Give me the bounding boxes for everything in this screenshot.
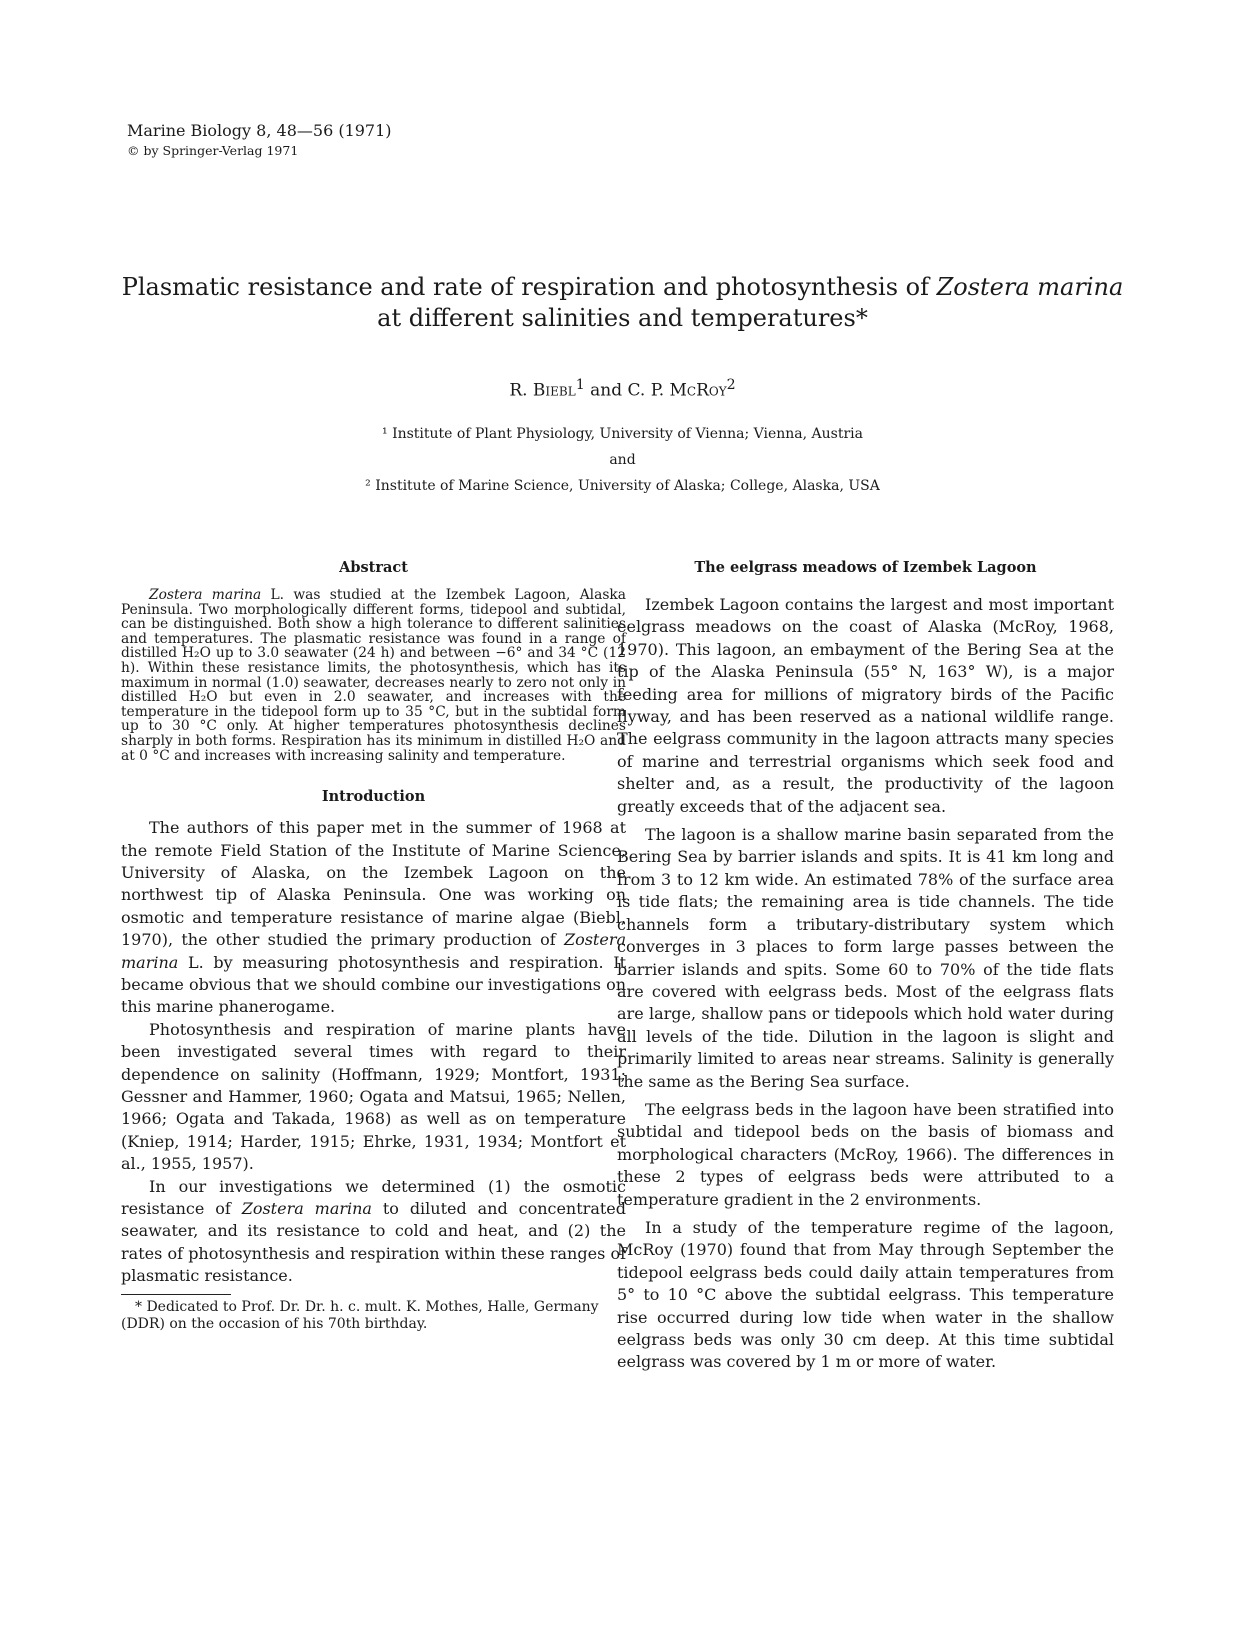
introduction-heading: Introduction	[321, 788, 426, 806]
author-1-affil-mark: 1	[575, 377, 585, 393]
title-line-1	[100, 272, 1145, 303]
eelgrass-paragraph-1: Izembek Lagoon contains the largest and most important eelgrass meadows on the coast of Alaska (McRoy, 1968, 1970). This lagoon, an embayment of the Bering Sea at the tip of the Alaska Peninsula (55° N, 163° W), is a major feeding area for millions of migratory birds of the Pacific flyway, and has been reserved as a national wildlife range. The eelgrass community in the lagoon attracts many species of marine and terrestrial organisms which seek food and shelter and, as a result, the productivity of the lagoon greatly exceeds that of the adjacent sea.	[617, 595, 1114, 816]
abstract-body: L. was studied at the Izembek Lagoon, Alaska Peninsula. Two morphologically different forms, tidepool and subtidal, can be distinguished. Both show a high tolerance to different salinities and temperatures. The plasmatic resistance was found in a range of distilled H₂O up to 3.0 seawater (24 h) and between −6° and 34 °C (12 h). Within these resistance limits, the photosynthesis, which has its maximum in normal (1.0) seawater, decreases nearly to zero not only in distilled H₂O but even in 2.0 seawater, and increases with the temperature in the tidepool form up to 35 °C, but in the subtidal form up to 30 °C only. At higher temperatures photosynthesis declines sharply in both forms. Respiration has its minimum in distilled H₂O and at 0 °C and increases with increasing salinity and temperature.	[121, 587, 626, 764]
abstract-heading: Abstract	[339, 559, 408, 576]
intro-paragraph-3	[121, 1176, 626, 1288]
intro-p1-species: Zostera marina	[121, 930, 626, 972]
author-2: C. P. McRoy	[627, 380, 727, 401]
left-column	[121, 558, 626, 1333]
intro-paragraph-2: Photosynthesis and respiration of marine plants have been investigated several times with regard to their dependence on salinity (Hoffmann, 1929; Montfort, 1931; Gessner and Hammer, 1960; Ogata and Matsui, 1965; Nellen, 1966; Ogata and Takada, 1968) as well as on temperature (Kniep, 1914; Harder, 1915; Ehrke, 1931, 1934; Montfort et al., 1955, 1957).	[121, 1019, 626, 1174]
intro-paragraph-1	[121, 817, 626, 1019]
title-line-1-text: Plasmatic resistance and rate of respiration and photosynthesis of	[121, 273, 937, 301]
intro-p1-b: L. by measuring photosynthesis and respiration. It became obvious that we should combine our investigations on this marine phanerogame.	[121, 952, 626, 1017]
eelgrass-paragraph-3: The eelgrass beds in the lagoon have been stratified into subtidal and tidepool beds on the basis of biomass and morphological characters (McRoy, 1966). The differences in these 2 types of eelgrass beds were attributed to a temperature gradient in the 2 environments.	[617, 1099, 1114, 1209]
affiliation-2: ² Institute of Marine Science, University of Alaska; College, Alaska, USA	[365, 478, 880, 494]
paper-title	[100, 272, 1145, 334]
footnote: * Dedicated to Prof. Dr. Dr. h. c. mult. K. Mothes, Halle, Germany (DDR) on the occasion of his 70th birthday.	[121, 1298, 599, 1332]
abstract-text	[121, 588, 626, 763]
affiliations	[0, 421, 1245, 499]
title-line-2: at different salinities and temperatures*	[377, 304, 868, 332]
right-column	[617, 558, 1114, 1374]
eelgrass-paragraph-4: In a study of the temperature regime of the lagoon, McRoy (1970) found that from May through September the tidepool eelgrass beds could daily attain temperatures from 5° to 10 °C above the subtidal eelgrass. This temperature rise occurred during low tide when water in the shallow eelgrass beds was only 30 cm deep. At this time subtidal eelgrass was covered by 1 m or more of water.	[617, 1217, 1114, 1372]
author-1: R. Biebl	[509, 380, 576, 401]
intro-p3-b: to diluted and concentrated seawater, and its resistance to cold and heat, and (2) the rates of photosynthesis and respiration within these ranges of plasmatic resistance.	[121, 1199, 626, 1286]
journal-citation: Marine Biology 8, 48—56 (1971)	[127, 121, 392, 140]
footnote-divider	[121, 1294, 231, 1295]
eelgrass-paragraph-2: The lagoon is a shallow marine basin separated from the Bering Sea by barrier islands and spits. It is 41 km long and from 3 to 12 km wide. An estimated 78% of the surface area is tide flats; the remaining area is tide channels. The tide channels form a tributary-distributary system which converges in 3 places to form large passes between the barrier islands and spits. Some 60 to 70% of the tide flats are covered with eelgrass beds. Most of the eelgrass flats are large, shallow pans or tidepools which hold water during all levels of the tide. Dilution in the lagoon is slight and primarily limited to areas near streams. Salinity is generally the same as the Bering Sea surface.	[617, 825, 1114, 1091]
intro-p3-species: Zostera marina	[241, 1199, 372, 1219]
intro-p3-a: In our investigations we determined (1) the osmotic resistance of	[121, 1176, 626, 1219]
intro-p1-a: The authors of this paper met in the summer of 1968 at the remote Field Station of the Institute of Marine Science, University of Alaska, on the Izembek Lagoon on the northwest tip of Alaska Peninsula. One was working on osmotic and temperature resistance of marine algae (Biebl, 1970), the other studied the primary production of	[121, 818, 626, 950]
authors	[0, 374, 1245, 402]
journal-header	[127, 120, 392, 160]
abstract-species: Zostera marina	[149, 587, 262, 603]
title-species: Zostera marina	[936, 273, 1124, 301]
author-2-affil-mark: 2	[726, 377, 736, 393]
affiliation-and: and	[609, 452, 636, 468]
affiliation-1: ¹ Institute of Plant Physiology, University of Vienna; Vienna, Austria	[382, 426, 863, 442]
eelgrass-heading: The eelgrass meadows of Izembek Lagoon	[694, 559, 1037, 576]
journal-copyright: © by Springer-Verlag 1971	[127, 143, 299, 158]
authors-and: and	[584, 380, 628, 401]
